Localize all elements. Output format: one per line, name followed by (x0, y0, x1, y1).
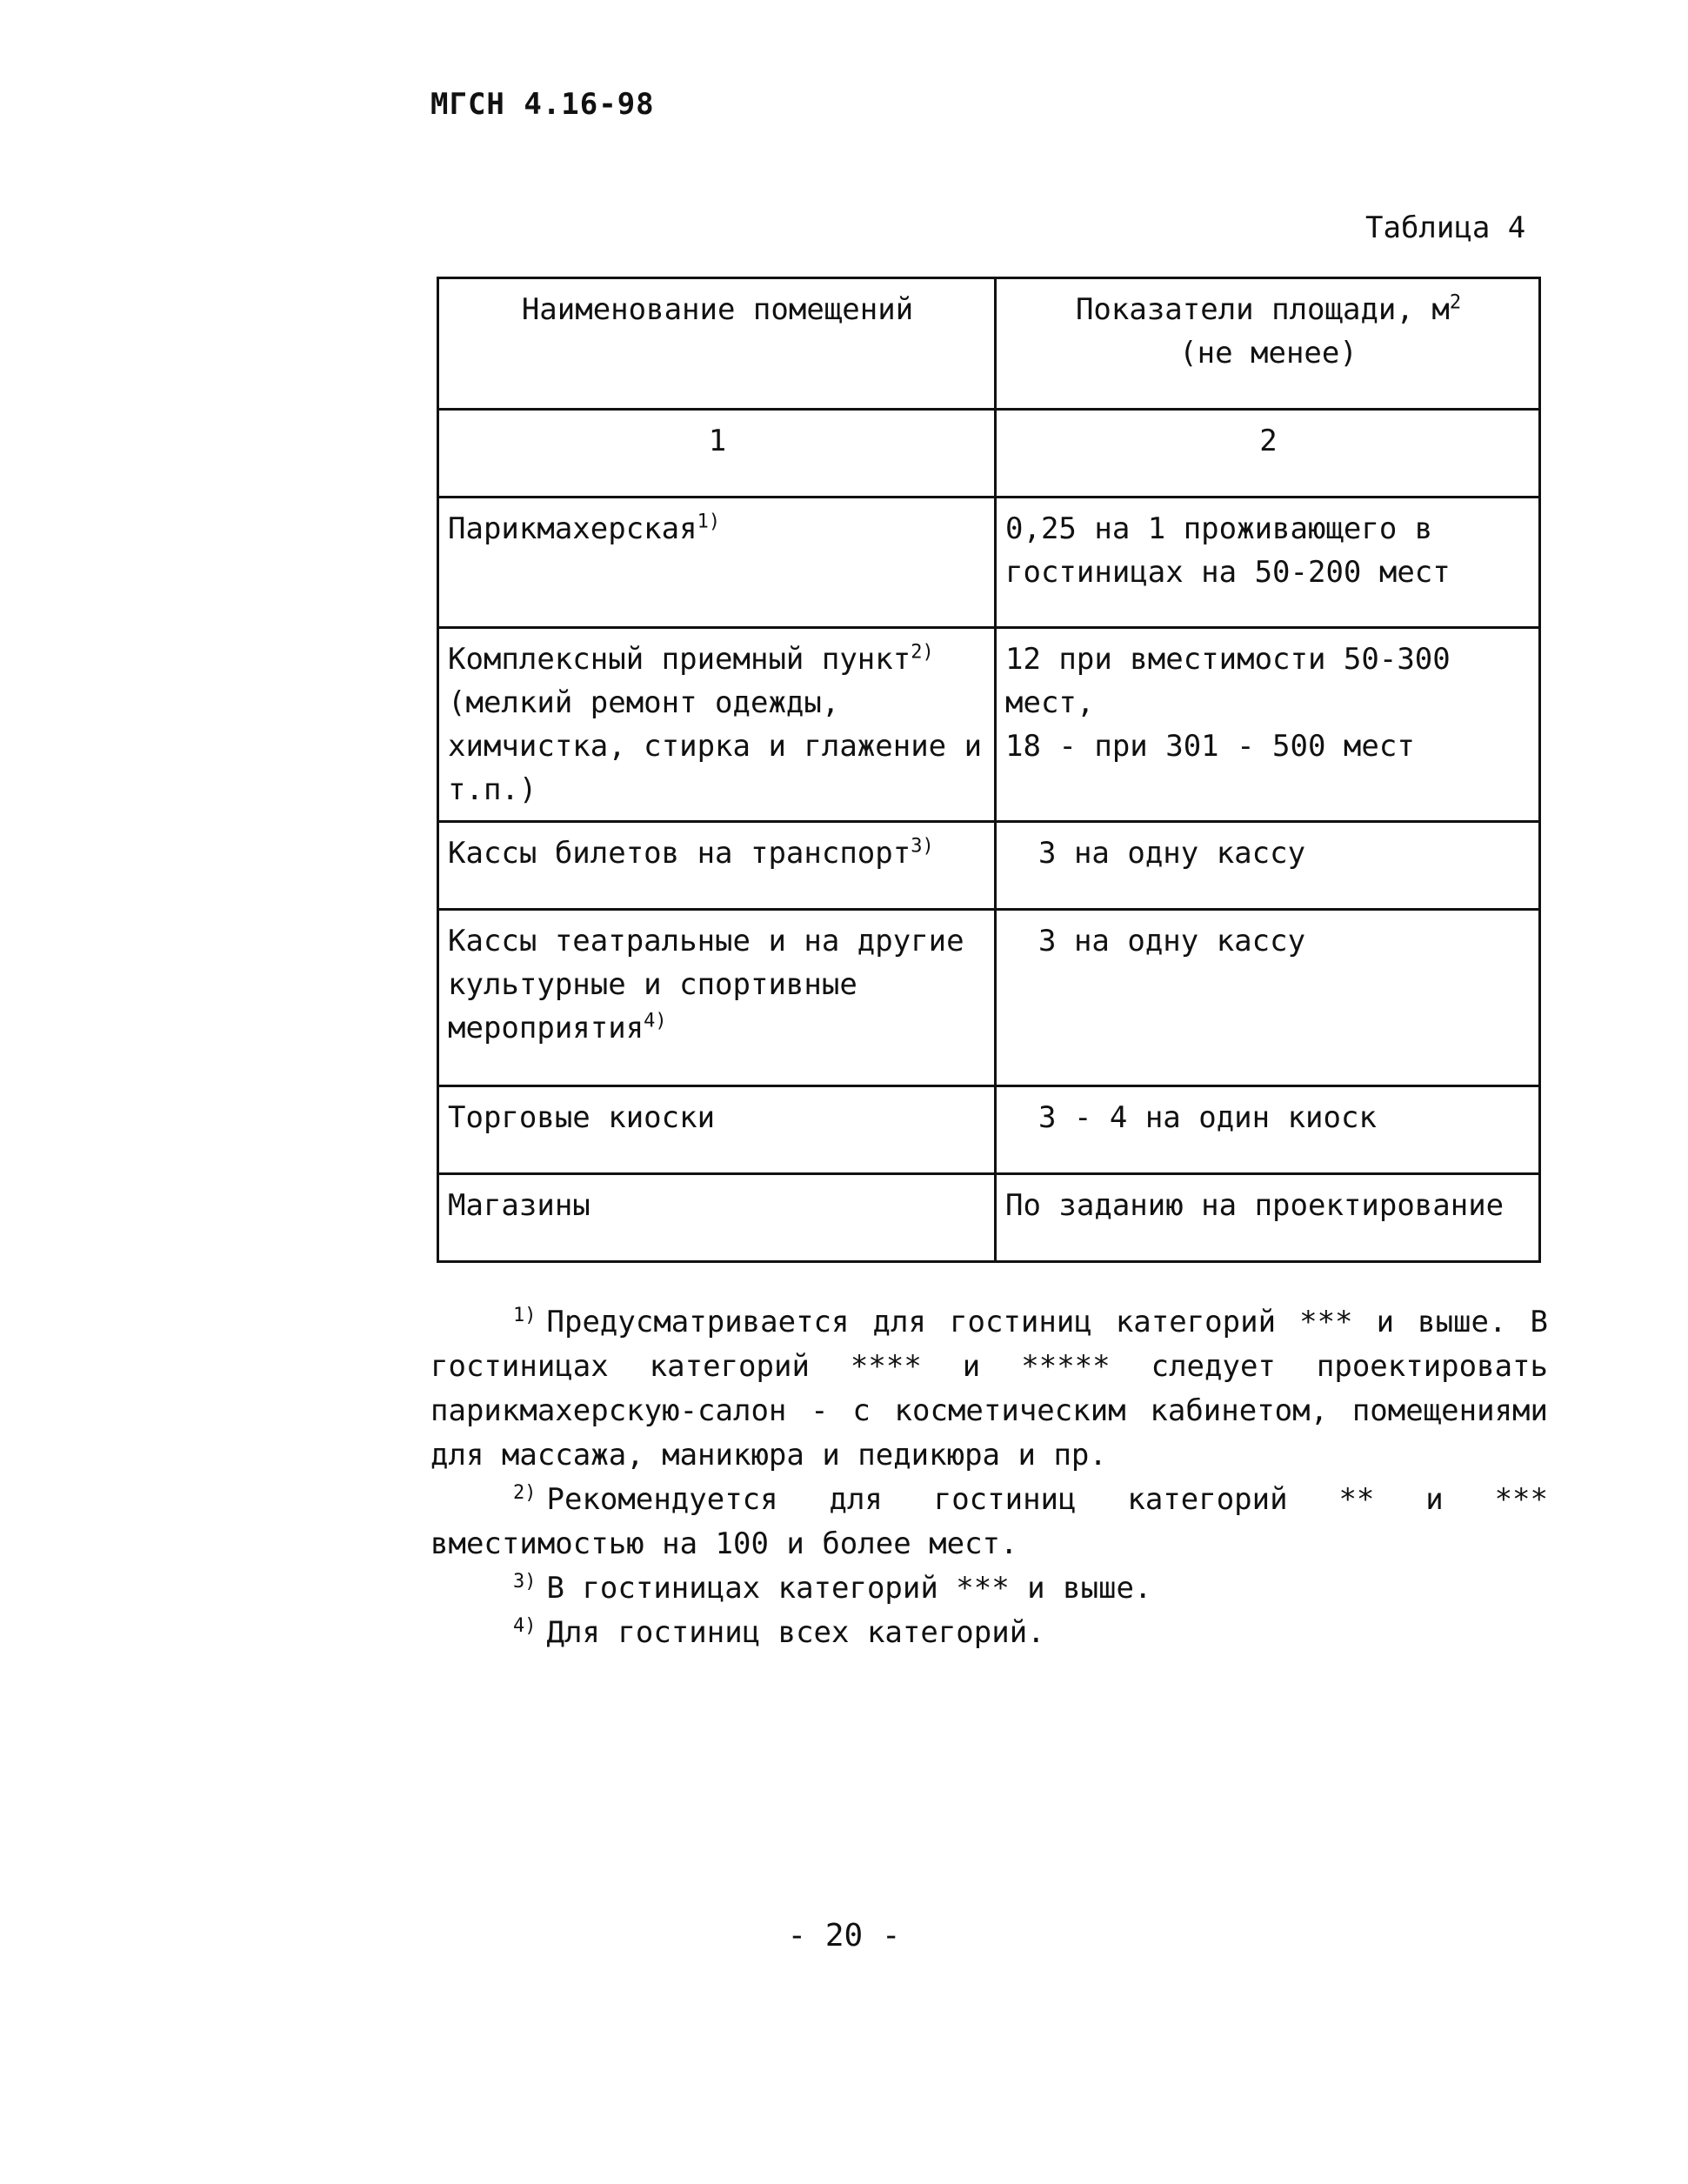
footnote-text: Для гостиниц всех категорий. (546, 1615, 1045, 1650)
table-row (438, 498, 1540, 628)
table-header-row (438, 278, 1540, 410)
column-number: 1 (438, 410, 996, 498)
room-name-cell (438, 822, 996, 910)
table-row (438, 628, 1540, 822)
room-name: Комплексный приемный пункт (448, 642, 911, 677)
footnote (430, 1478, 1548, 1566)
table-row (438, 910, 1540, 1086)
footnote-ref: 1) (697, 511, 721, 533)
column-header-sublabel: (не менее) (1179, 336, 1358, 371)
area-value-cell: По заданию на проектирование (996, 1174, 1540, 1262)
table-caption: Таблица 4 (1365, 210, 1526, 245)
document-code: МГСН 4.16-98 (430, 87, 655, 122)
footnote-ref: 3) (911, 835, 934, 858)
footnote (430, 1566, 1548, 1611)
footnote-mark: 2) (513, 1481, 537, 1504)
area-value-cell: 3 - 4 на один киоск (996, 1086, 1540, 1174)
footnotes (430, 1300, 1548, 1655)
room-name-detail: (мелкий ремонт одежды, химчистка, стирка и глажение и т.п.) (448, 685, 983, 807)
room-name-cell: Торговые киоски (438, 1086, 996, 1174)
area-value-cell: 0,25 на 1 проживающего в гостиницах на 50-200 мест (996, 498, 1540, 628)
area-value-cell: 3 на одну кассу (996, 822, 1540, 910)
footnote-ref: 4) (644, 1010, 667, 1032)
room-name-cell (438, 628, 996, 822)
column-header-area (996, 278, 1540, 410)
column-number: 2 (996, 410, 1540, 498)
footnote-ref: 2) (911, 641, 934, 664)
unit-superscript: 2 (1449, 291, 1462, 314)
footnote-text: Предусматривается для гостиниц категорий *** и выше. В гостиницах категорий **** и ***** следует проектировать парикмахерскую-салон - с косметическим кабинетом, помещениями для массажа, маникюра и педикюра и пр. (430, 1305, 1548, 1473)
footnote (430, 1611, 1548, 1655)
footnote-mark: 1) (513, 1304, 537, 1326)
footnote-text: Рекомендуется для гостиниц категорий ** и *** вместимостью на 100 и более мест. (430, 1482, 1548, 1561)
column-header-label: Наименование помещений (521, 292, 914, 327)
page-number: - 20 - (787, 1918, 901, 1954)
room-name: Кассы билетов на транспорт (448, 836, 911, 871)
footnote (430, 1300, 1548, 1478)
area-value-cell: 12 при вместимости 50-300 мест, 18 - при 301 - 500 мест (996, 628, 1540, 822)
room-name-cell (438, 498, 996, 628)
area-value-cell: 3 на одну кассу (996, 910, 1540, 1086)
room-name: Парикмахерская (448, 511, 697, 546)
footnote-mark: 4) (513, 1614, 537, 1637)
area-norms-table (437, 277, 1541, 1263)
table-row (438, 1086, 1540, 1174)
column-header-label: Показатели площади, м (1075, 292, 1450, 327)
column-header-room-name (438, 278, 996, 410)
footnote-mark: 3) (513, 1570, 537, 1593)
room-name-cell: Магазины (438, 1174, 996, 1262)
column-number-row (438, 410, 1540, 498)
table-row (438, 1174, 1540, 1262)
room-name-cell (438, 910, 996, 1086)
footnote-text: В гостиницах категорий *** и выше. (546, 1571, 1152, 1606)
room-name: Кассы театральные и на другие культурные и спортивные мероприятия (448, 924, 964, 1045)
table-row (438, 822, 1540, 910)
